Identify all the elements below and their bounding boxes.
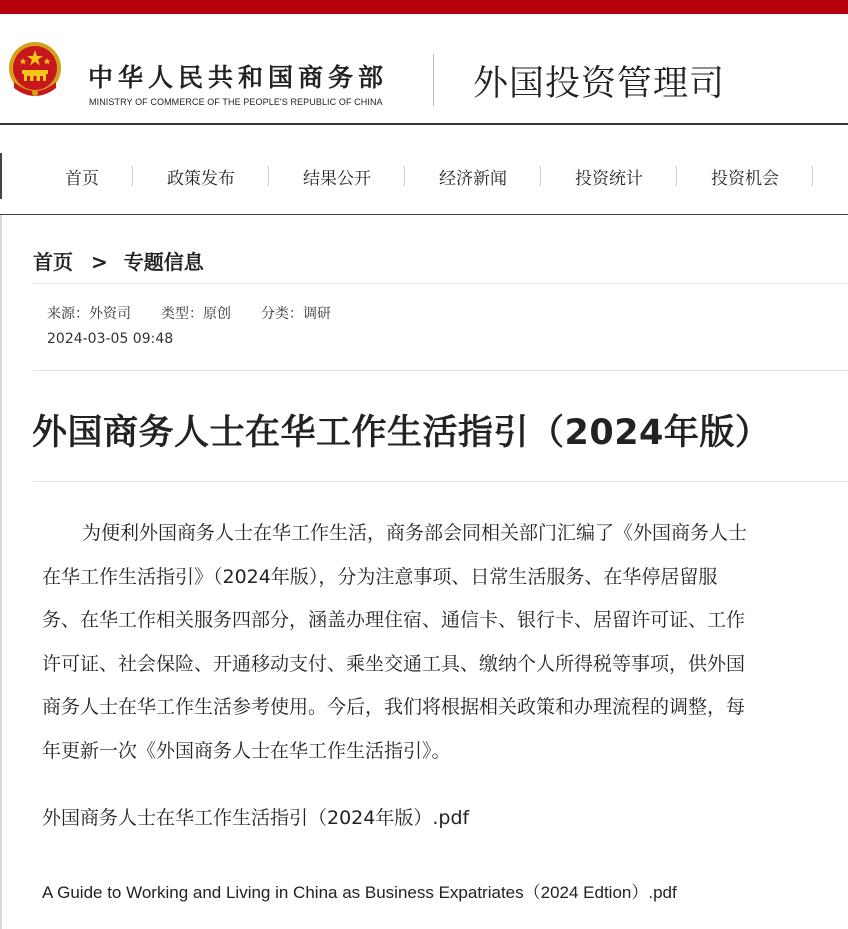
nav-item-home[interactable]: 首页 (65, 169, 99, 189)
title-divider (33, 481, 848, 482)
nav-separator (676, 166, 677, 186)
body-line: 商务人士在华工作生活参考使用。今后，我们将根据相关政策和办理流程的调整，每 (42, 696, 746, 719)
article-meta (47, 303, 331, 323)
breadcrumb (33, 246, 204, 275)
nav-left-edge (0, 153, 2, 199)
body-line: 为便利外国商务人士在华工作生活，商务部会同相关部门汇编了《外国商务人士 (82, 522, 748, 544)
body-line: 年更新一次《外国商务人士在华工作生活指引》。 (42, 739, 451, 762)
body-line: 在华工作生活指引》（2024年版），分为注意事项、日常生活服务、在华停居留服 (42, 565, 718, 588)
content-left-border (0, 215, 2, 929)
meta-type: 类型：原创 (161, 306, 231, 322)
attachment-link-en-pdf[interactable]: A Guide to Working and Living in China as Business Expatriates（2024 Edtion）.pdf (42, 883, 677, 902)
breadcrumb-divider (33, 283, 848, 284)
nav-item-opportunities[interactable]: 投资机会 (711, 169, 779, 189)
meta-divider (33, 370, 848, 371)
nav-separator (132, 166, 133, 186)
nav-item-results[interactable]: 结果公开 (303, 169, 371, 189)
body-line: 许可证、社会保险、开通移动支付、乘坐交通工具、缴纳个人所得税等事项，供外国 (42, 652, 746, 675)
department-name: 外国投资管理司 (473, 64, 726, 104)
main-nav (0, 125, 848, 215)
national-emblem-icon[interactable] (6, 40, 64, 100)
breadcrumb-home[interactable]: 首页 (33, 250, 73, 274)
nav-item-statistics[interactable]: 投资统计 (575, 169, 643, 189)
article-title: 外国商务人士在华工作生活指引（2024年版） (32, 413, 771, 453)
body-line: 务、在华工作相关服务四部分，涵盖办理住宿、通信卡、银行卡、居留许可证、工作 (42, 609, 746, 632)
nav-separator (268, 166, 269, 186)
nav-bottom-line (0, 214, 848, 215)
meta-source: 来源：外资司 (47, 306, 131, 322)
nav-separator (540, 166, 541, 186)
nav-separator (404, 166, 405, 186)
ministry-name-en: MINISTRY OF COMMERCE OF THE PEOPLE'S REPUBLIC OF CHINA (89, 97, 383, 107)
site-header (0, 14, 848, 124)
ministry-name-cn: 中华人民共和国商务部 (88, 63, 389, 92)
header-divider (433, 54, 434, 106)
meta-datetime: 2024-03-05 09:48 (47, 331, 174, 347)
article-body (42, 512, 834, 774)
nav-item-news[interactable]: 经济新闻 (439, 169, 507, 189)
attachment-link-cn-pdf[interactable]: 外国商务人士在华工作生活指引（2024年版）.pdf (42, 807, 470, 829)
top-red-bar (0, 0, 848, 14)
nav-item-policy[interactable]: 政策发布 (167, 169, 235, 189)
breadcrumb-current[interactable]: 专题信息 (123, 250, 204, 274)
breadcrumb-separator: > (91, 250, 108, 274)
nav-separator (812, 166, 813, 186)
meta-category: 分类：调研 (261, 306, 331, 322)
